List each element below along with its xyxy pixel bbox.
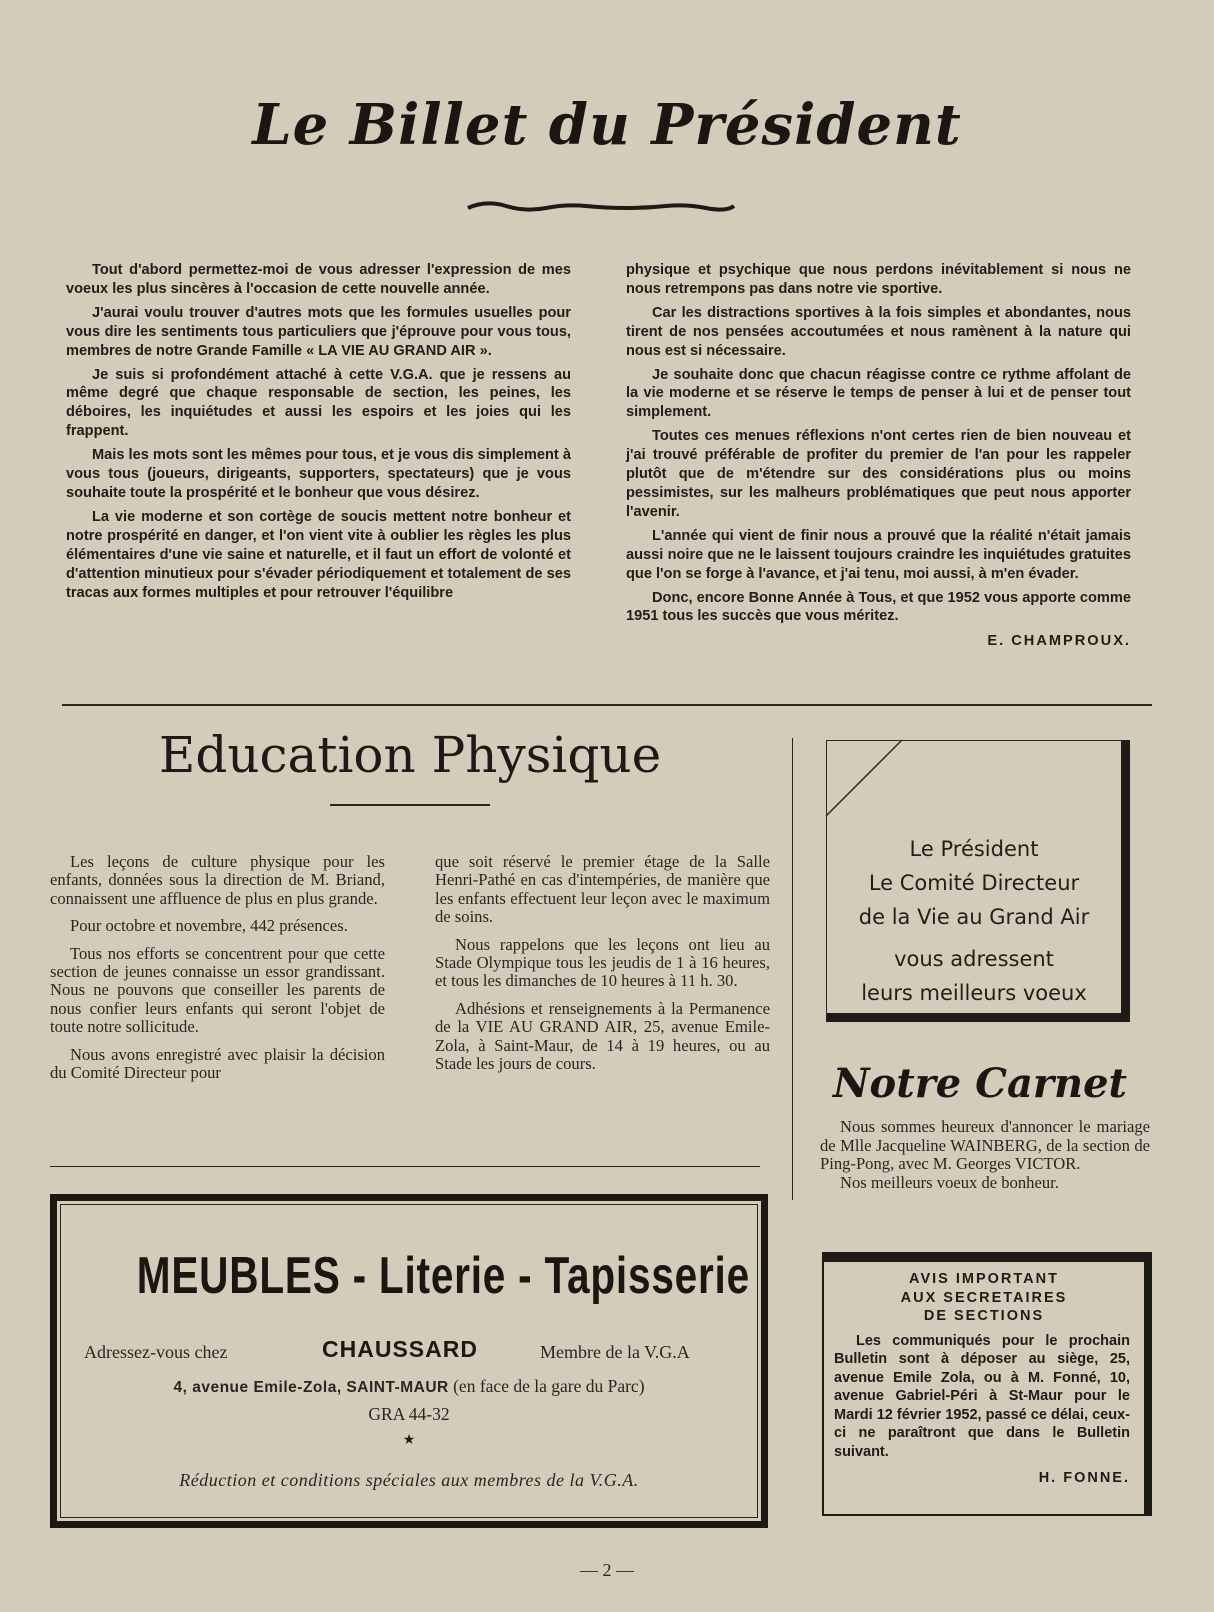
billet-paragraph: L'année qui vient de finir nous a prouvé que la réalité n'était jamais aussi noire que ne le laissent toujours craindre les inquiétudes gratuites que l'on se forge à l'avance, et j'ai tenu, moi aussi, à m'en évader. xyxy=(626,527,1131,582)
avis-heading-line: DE SECTIONS xyxy=(923,1308,1045,1324)
billet-paragraph: Je suis si profondément attaché à cette V.G.A. que je ressens au même degré que chaque responsable de section, les peines, les déboires, les inquiétudes et aussi les espoirs et les joies qui les frappent. xyxy=(66,366,571,440)
billet-paragraph: Je souhaite donc que chacun réagisse contre ce rythme affolant de la vie moderne et se réserve le temps de penser à lui et de penser tout simplement. xyxy=(626,366,1131,421)
greeting-text xyxy=(826,832,1122,1010)
avis-heading-line: AVIS IMPORTANT xyxy=(909,1271,1059,1287)
avis-heading xyxy=(824,1270,1144,1326)
billet-column-right xyxy=(626,261,1131,651)
education-paragraph: Pour octobre et novembre, 442 présences. xyxy=(70,916,348,936)
greeting-line: de la Vie au Grand Air xyxy=(858,905,1090,929)
billet-paragraph: Toutes ces menues réflexions n'ont certes rien de bien nouveau et j'ai trouvé préférable de profiter du premier de l'an pour les rappeler plutôt que de m'étendre sur des considérations plus ou moins pessimistes, sur les malheurs problématiques que peut nous apporter l'avenir. xyxy=(626,428,1131,520)
carnet-paragraph: Nos meilleurs voeux de bonheur. xyxy=(840,1172,1059,1192)
advertisement-note: Réduction et conditions spéciales aux membres de la V.G.A. xyxy=(179,1470,639,1490)
education-paragraph: Tous nos efforts se concentrent pour que cette section de jeunes connaisse un essor grandissant. Nous ne pouvons que conseiller les parents de nous confier leurs enfants qui seront l'objet de toute notre sollicitude. xyxy=(50,943,385,1037)
avis-body: Les communiqués pour le prochain Bulletin sont à déposer au siège, 25, avenue Emile Zola, ou à M. Fonné, 10, avenue Gabriel-Péri à St-Maur pour le Mardi 12 février 1952, passé ce délai, ceux-ci ne paraîtront que dans le Bulletin suivant. xyxy=(834,1332,1130,1461)
education-paragraph: Adhésions et renseignements à la Permanence de la VIE AU GRAND AIR, 25, avenue Emile-Zola, à Saint-Maur, de 14 à 19 heures, ou au Stade les jours de cours. xyxy=(435,998,770,1074)
section-divider xyxy=(62,704,1152,706)
avis-box xyxy=(822,1252,1152,1516)
advertisement-shop-name: CHAUSSARD xyxy=(322,1336,478,1362)
billet-paragraph: Tout d'abord permettez-moi de vous adresser l'expression de mes voeux les plus sincères à l'occasion de cette nouvelle année. xyxy=(66,262,571,297)
advertisement-lead: Adressez-vous chez xyxy=(84,1342,228,1362)
billet-title: Le Billet du Président xyxy=(252,92,962,158)
title-ornament xyxy=(466,196,736,220)
column-divider xyxy=(792,738,793,1200)
billet-paragraph: physique et psychique que nous perdons inévitablement si nous ne nous retrempons pas dans notre vie sportive. xyxy=(626,262,1131,297)
billet-paragraph: Car les distractions sportives à la fois simples et abondantes, nous tirent de nos pensées accoutumées et nous ramènent à la nature qui nous est si nécessaire. xyxy=(626,304,1131,359)
billet-paragraph: Mais les mots sont les mêmes pour tous, et je vous dis simplement à vous tous (joueurs, dirigeants, supporters, spectateurs) que je vous souhaite toute la prospérité et le bonheur que vous désirez. xyxy=(66,447,571,501)
billet-paragraph: J'aurai voulu trouver d'autres mots que les formules usuelles pour vous dire les sentiments tous particuliers que j'éprouve pour vous tous, membres de notre Grande Famille « LA VIE AU GRAND AIR ». xyxy=(66,304,571,359)
ad-top-rule xyxy=(50,1166,760,1167)
page-number: — 2 — xyxy=(580,1560,634,1580)
greeting-line: Le Président xyxy=(909,837,1039,861)
education-column-left xyxy=(50,853,385,1091)
education-title-rule xyxy=(330,804,490,806)
card-fold-corner xyxy=(822,736,902,816)
carnet-text xyxy=(820,1118,1150,1192)
billet-signature: E. CHAMPROUX. xyxy=(987,633,1131,650)
greeting-line: leurs meilleurs voeux xyxy=(861,981,1087,1005)
greeting-line: Le Comité Directeur xyxy=(868,871,1080,895)
advertisement-title: MEUBLES - Literie - Tapisserie xyxy=(136,1247,750,1305)
advertisement-address-street: 4, avenue Emile-Zola, SAINT-MAUR xyxy=(173,1379,449,1396)
education-paragraph: Nous avons enregistré avec plaisir la décision du Comité Directeur pour xyxy=(50,1044,385,1083)
carnet-paragraph: Nous sommes heureux d'annoncer le mariage de Mlle Jacqueline WAINBERG, de la section de Ping-Pong, avec M. Georges VICTOR. xyxy=(820,1117,1150,1174)
advertisement-phone: GRA 44-32 xyxy=(368,1404,450,1424)
advertisement-address xyxy=(60,1376,758,1397)
billet-paragraph: Donc, encore Bonne Année à Tous, et que 1952 vous apporte comme 1951 tous les succès que vous méritez. xyxy=(626,589,1131,625)
education-paragraph: Les leçons de culture physique pour les enfants, données sous la direction de M. Briand, connaissent une affluence de plus en plus grande. xyxy=(50,852,385,908)
advertisement-membership: Membre de la V.G.A xyxy=(540,1342,690,1362)
carnet-title: Notre Carnet xyxy=(832,1060,1127,1107)
advertisement-address-note: (en face de la gare du Parc) xyxy=(453,1376,645,1396)
education-paragraph: que soit réservé le premier étage de la Salle Henri-Pathé en cas d'intempéries, de manière que les enfants effectuent leur leçon avec le maximum de soins. xyxy=(435,852,770,927)
avis-signature: H. FONNE. xyxy=(1038,1469,1130,1486)
avis-heading-line: AUX SECRETAIRES xyxy=(900,1289,1068,1306)
greeting-line: vous adressent xyxy=(894,947,1054,971)
education-title: Education Physique xyxy=(158,726,662,784)
billet-paragraph: La vie moderne et son cortège de soucis mettent notre bonheur et notre prospérité en danger, et l'on vient vite à oublier les règles les plus élémentaires d'une vie saine et naturelle, et il faut un effort de volonté et d'attention minutieux pour s'évader périodiquement et totalement de ses tracas aux formes multiples et pour retrouver l'équilibre xyxy=(66,508,571,601)
education-column-right xyxy=(435,853,770,1082)
education-paragraph: Nous rappelons que les leçons ont lieu au Stade Olympique tous les jeudis de 1 à 16 heures, et tous les dimanches de 10 heures à 11 h. 30. xyxy=(435,934,770,991)
star-icon: ★ xyxy=(402,1433,416,1448)
billet-column-left xyxy=(66,261,571,607)
